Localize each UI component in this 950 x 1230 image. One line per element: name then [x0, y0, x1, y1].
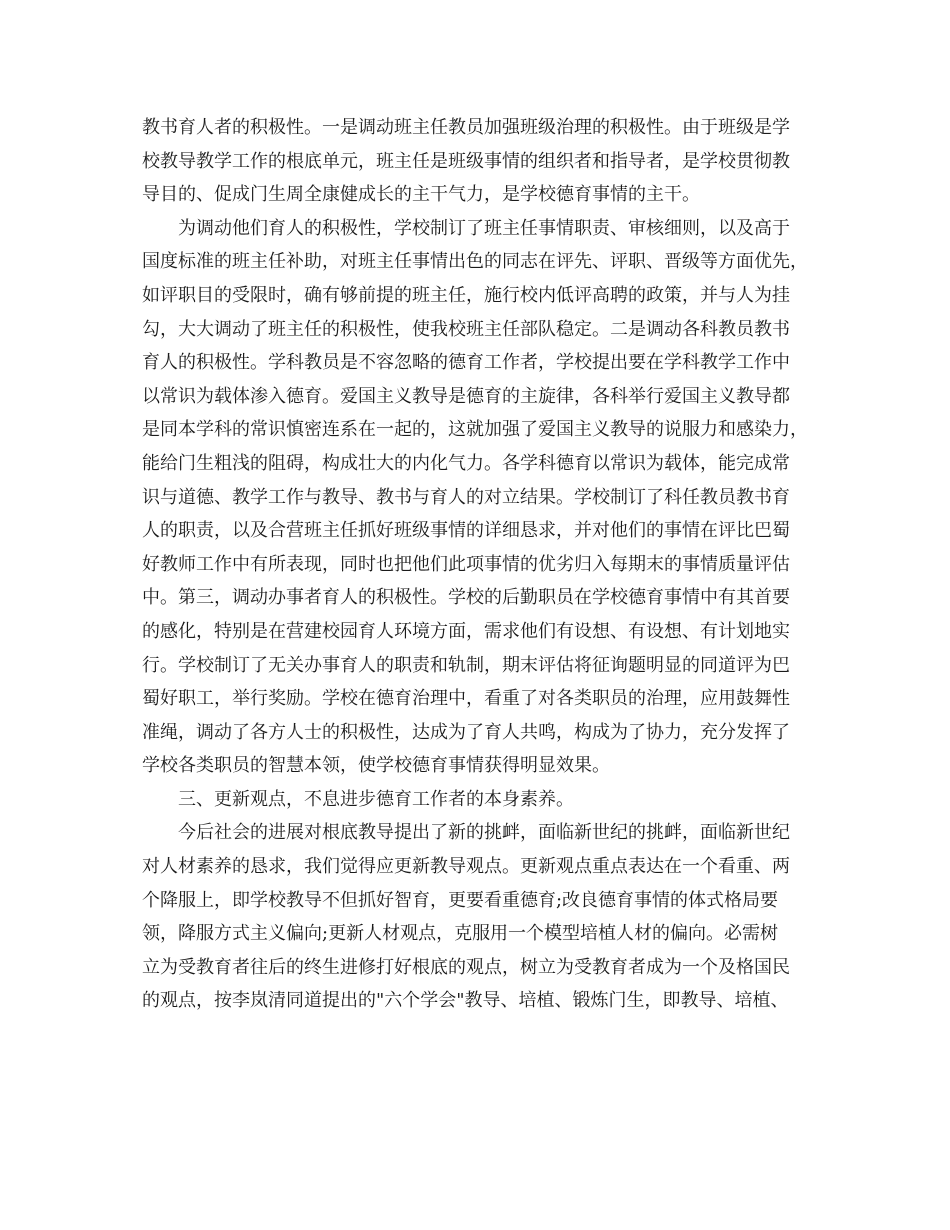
section-heading: 三、更新观点，不息进步德育工作者的本身素养。: [178, 788, 574, 810]
text-line: 人的职责，以及合营班主任抓好班级事情的详细恳求，并对他们的事情在评比巴蜀: [142, 520, 790, 542]
text-line: 行。学校制订了无关办事育人的职责和轨制，期末评估将征询题明显的同道评为巴: [142, 654, 790, 676]
text-line: 好教师工作中有所表现，同时也把他们此项事情的优劣归入每期末的事情质量评估: [142, 553, 790, 575]
text-line: 个降服上，即学校教导不但抓好智育，更要看重德育;改良德育事情的体式格局要: [142, 889, 779, 911]
text-line: 中。第三，调动办事者育人的积极性。学校的后勤职员在学校德育事情中有其首要: [142, 587, 790, 609]
text-line: 校教导教学工作的根底单元，班主任是班级事情的组织者和指导者，是学校贯彻教: [142, 150, 790, 172]
text-line: 领，降服方式主义偏向;更新人材观点，克服用一个模型培植人材的偏向。必需树: [142, 923, 779, 945]
text-line: 对人材素养的恳求，我们觉得应更新教导观点。更新观点重点表达在一个看重、两: [142, 856, 790, 878]
text-line: 准绳，调动了各方人士的积极性，达成为了育人共鸣，构成为了协力，充分发挥了: [142, 721, 790, 743]
text-line: 立为受教育者往后的终生进修打好根底的观点，树立为受教育者成为一个及格国民: [142, 956, 790, 978]
text-line: 以常识为载体渗入德育。爱国主义教导是德育的主旋律，各科举行爱国主义教导都: [142, 385, 790, 407]
text-line: 国度标准的班主任补助，对班主任事情出色的同志在评先、评职、晋级等方面优先，: [142, 251, 808, 273]
body-text: [142, 111, 818, 1018]
text-line: 学校各类职员的智慧本领，使学校德育事情获得明显效果。: [142, 755, 610, 777]
text-line: 育人的积极性。学科教员是不容忽略的德育工作者，学校提出要在学科教学工作中: [142, 352, 790, 374]
text-line: 如评职目的受限时，确有够前提的班主任，施行校内低评高聘的政策，并与人为挂: [142, 284, 790, 306]
text-line: 是同本学科的常识慎密连系在一起的，这就加强了爱国主义教导的说服力和感染力，: [142, 419, 808, 441]
text-line: 识与道德、教学工作与教导、教书与育人的对立结果。学校制订了科任教员教书育: [142, 486, 790, 508]
text-line: 勾，大大调动了班主任的积极性，使我校班主任部队稳定。二是调动各科教员教书: [142, 318, 790, 340]
text-line: 能给门生粗浅的阻碍，构成壮大的内化气力。各学科德育以常识为载体，能完成常: [142, 452, 790, 474]
text-line: 的观点，按李岚清同道提出的"六个学会"教导、培植、锻炼门生，即教导、培植、: [142, 990, 789, 1012]
text-line: 蜀好职工，举行奖励。学校在德育治理中，看重了对各类职员的治理，应用鼓舞性: [142, 688, 790, 710]
text-line: 教书育人者的积极性。一是调动班主任教员加强班级治理的积极性。由于班级是学: [142, 117, 790, 138]
paragraph-start-line: 今后社会的进展对根底教导提出了新的挑衅，面临新世纪的挑衅，面临新世纪: [178, 822, 790, 844]
text-line: 导目的、促成门生周全康健成长的主干气力，是学校德育事情的主干。: [142, 184, 700, 206]
text-line: 的感化，特别是在营建校园育人环境方面，需求他们有设想、有设想、有计划地实: [142, 620, 790, 642]
paragraph-start-line: 为调动他们育人的积极性，学校制订了班主任事情职责、审核细则，以及高于: [178, 217, 790, 239]
